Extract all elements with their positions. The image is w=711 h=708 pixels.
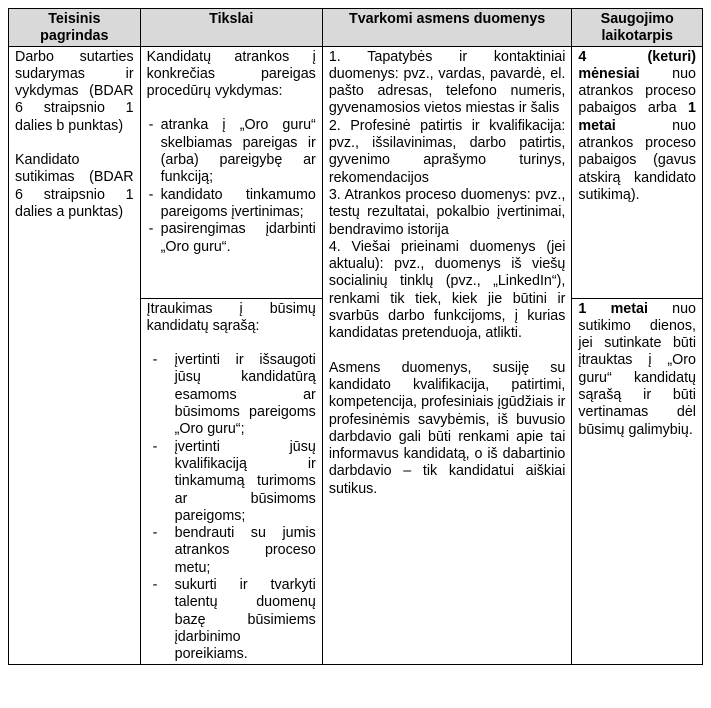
legal-basis-contract: Darbo sutarties sudarymas ir vykdymas (BDAR 6 straipsnio 1 dalies b punktas) (15, 48, 134, 134)
purpose-selection-intro: Kandidatų atrankos į konkrečias pareigas procedūrų vykdymas: (146, 48, 316, 100)
list-item: - sukurti ir tvarkyti talentų duomenų bazę būsimiems įdarbinimo poreikiams. (147, 577, 316, 663)
personal-data-cell (322, 46, 572, 664)
header-retention-period: Saugojimo laikotarpis (572, 9, 703, 47)
legal-basis-consent: Kandidato sutikimas (BDAR 6 straipsnio 1 dalies a punktas) (15, 152, 134, 220)
retention-text: nuo atrankos proceso pabaigos (gavus atskirą kandidato sutikimą). (578, 117, 696, 203)
header-legal-basis: Teisinis pagrindas (9, 9, 141, 47)
purpose-pool-list (147, 352, 316, 663)
table-row (9, 46, 703, 298)
data-processing-table (8, 8, 703, 665)
header-row (9, 9, 703, 47)
list-item: - įvertinti jūsų kvalifikaciją ir tinkamumą turimoms ar būsimoms pareigoms; (147, 439, 316, 525)
purpose-selection-cell (140, 46, 322, 298)
list-item: - atranka į „Oro guru“ skelbiamas pareigas ir (arba) pareigybę ar funkciją; (147, 117, 316, 186)
retention-pool-cell (572, 298, 703, 664)
data-category-4: 4. Viešai prieinami duomenys (jei aktualu): pvz., duomenys iš viešų socialinių tinklų (pvz., „LinkedIn“), renkami tik tiek, kiek jie būtini ir svarbūs darbo funkcijoms, į kurias kandidatas pretenduoja, atlikti. (328, 238, 566, 342)
retention-bold-period: 1 metai (578, 300, 648, 317)
retention-selection-cell (572, 46, 703, 298)
retention-text: nuo sutikimo dienos, jei sutinkate būti įtrauktas į „Oro guru“ kandidatų sąrašą ir būti vertinamas dėl būsimų galimybių. (578, 300, 696, 438)
retention-selection-text (578, 49, 696, 205)
list-item: - bendrauti su jumis atrankos proceso metu; (147, 525, 316, 577)
retention-pool-text (578, 301, 696, 439)
purpose-pool-cell (140, 298, 322, 664)
header-personal-data: Tvarkomi asmens duomenys (322, 9, 572, 47)
purpose-pool-intro: Įtraukimas į būsimų kandidatų sąrašą: (146, 300, 316, 334)
list-item: - įvertinti ir išsaugoti jūsų kandidatūrą esamoms ar būsimoms pareigoms „Oro guru“; (147, 352, 316, 438)
purpose-selection-list (147, 117, 316, 255)
retention-bold-period: 4 (keturi) mėnesiai (578, 48, 696, 82)
retention-bold-period: 1 metai (578, 100, 696, 134)
list-item: - pasirengimas įdarbinti „Oro guru“. (147, 221, 316, 256)
list-item: - kandidato tinkamumo pareigoms įvertinimas; (147, 187, 316, 222)
data-category-1: 1. Tapatybės ir kontaktiniai duomenys: pvz., vardas, pavardė, el. pašto adresas, telefono numeris, gyvenamosios vietos miestas ir šalis (328, 48, 566, 117)
header-purposes: Tikslai (140, 9, 322, 47)
legal-basis-cell (9, 46, 141, 664)
data-category-2: 2. Profesinė patirtis ir kvalifikacija: pvz., išsilavinimas, darbo patirtis, gyvenimo aprašymo turinys, rekomendacijos (328, 117, 566, 186)
data-category-3: 3. Atrankos proceso duomenys: pvz., testų rezultatai, pokalbio įvertinimai, bendravimo istorija (328, 186, 566, 238)
retention-text: nuo atrankos proceso pabaigos arba (578, 65, 696, 117)
data-note: Asmens duomenys, susiję su kandidato kvalifikacija, patirtimi, kompetencija, profesiniais įgūdžiais ir profesinėmis savybėmis, iš buvusio darbdavio gali būti renkami apie tai informavus kandidatą, o iš dabartinio darbdavio – tik kandidatui aiškiai sutikus. (328, 359, 566, 497)
